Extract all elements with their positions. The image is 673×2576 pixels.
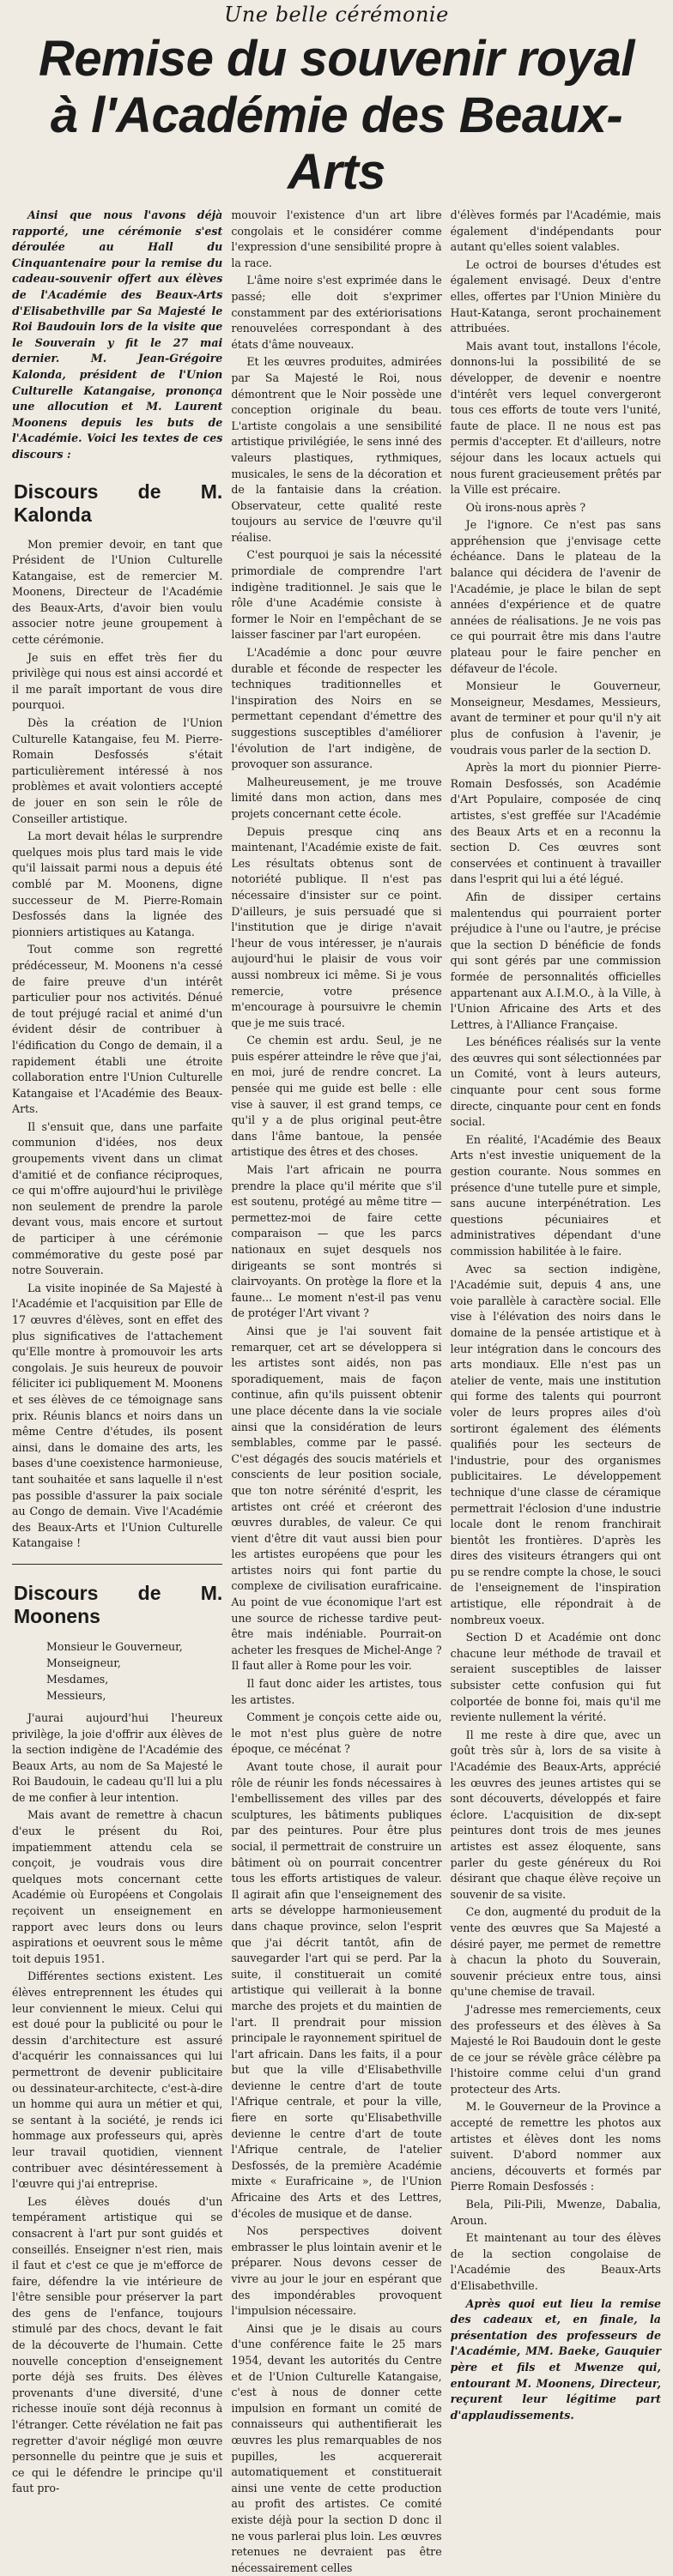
column-3 (451, 208, 661, 2576)
paragraph: Bela, Pili-Pili, Mwenze, Dabalia, Aroun. (450, 2198, 661, 2227)
paragraph: Dès la création de l'Union Culturelle Katangaise, feu M. Pierre-Romain Desfossés s'était particulièrement intéressé à nos problèmes et avait volontiers accepté de jouer en son sein le rôle de Conseiller artistique. (12, 716, 223, 825)
paragraph: Ce don, augmenté du produit de la vente des œuvres que Sa Majesté a désiré payer, me permet de remettre à chacun la photo du Souverain, souvenir précieux entre tous, ainsi qu'une chemise de travail. (450, 1905, 661, 1999)
paragraph: Le octroi de bourses d'études est également envisagé. Deux d'entre elles, offertes par l'Union Minière du Haut-Katanga, seront prochainement attribuées. (450, 257, 661, 335)
paragraph: J'aurai aujourd'hui l'heureux privilège, la joie d'offrir aux élèves de la section indigène de l'Académie des Beaux Arts, au nom de Sa Majesté le Roi Baudouin, le cadeau qu'Il lui a plu de me confier à leur intention. (12, 1710, 223, 1804)
paragraph: Il me reste à dire que, avec un goût très sûr à, lors de sa visite à l'Académie des Beaux-Arts, apprécié les œuvres des jeunes artistes qui se sont découverts, développés et faire éclore. L'acquisition de dix-sept peintures dont trois de mes jeunes artistes est assez éloquente, sans parler du geste généreux du Roi désirant que chaque élève reçoive un souvenir de sa visite. (450, 1728, 661, 1901)
section-divider (12, 1564, 222, 1565)
paragraph: L'âme noire s'est exprimée dans le passé; elle doit s'exprimer constamment par des extériorisations renouvelées correspondant à des états d'âme nouveaux. (231, 274, 442, 351)
salutation: Monseigneur, (46, 1656, 121, 1669)
paragraph: Mais l'art africain ne pourra prendre la place qu'il mérite que s'il est soutenu, protégé au même titre — permettez-moi de faire cette comparaison — que les parcs nationaux en sujet desquels nos dirigeants se sont montrés si clairvoyants. On protège la flore et la faune... Le moment n'est-il pas venu de protéger l'Art vivant ? (231, 1163, 442, 1320)
salutation: Monsieur le Gouverneur, (46, 1639, 183, 1653)
subheading-moonens: Discours de M. Moonens (14, 1581, 223, 1627)
paragraph: Nos perspectives doivent embrasser le plus lointain avenir et le préparer. Nous devons cesser de vivre au jour le jour en espérant que des impondérables provoquent l'impulsion nécessaire. (231, 2224, 442, 2318)
paragraph: Ainsi que je l'ai souvent fait remarquer, cet art se développera si les artistes sont aidés, non pas sporadiquement, mais de façon continue, afin qu'ils puissent obtenir une place décente dans la vie sociale ainsi que la considération de leurs semblables, comme par le passé. C'est dégagés des soucis matériels et conscients de leur position sociale, que ton notre sérénité d'esprit, les artistes ont créé et créeront des œuvres durables, de valeur. Ce qui vient d'être dit vaut aussi bien pour les artistes européens que pour les artistes noirs qui font partie du complexe de civilisation eurafricaine. Au point de vue économique l'art est une source de richesse tardive peut-être mais indéniable. Pourrait-on acheter les fresques de Michel-Ange ? Il faut aller à Rome pour les voir. (231, 1324, 442, 1673)
paragraph: C'est pourquoi je sais la nécessité primordiale de comprendre l'art indigène traditionnel. Je sais que le rôle d'une Académie consiste à former le Noir en l'empêchant de se laisser fasciner par l'art européen. (231, 548, 442, 642)
paragraph: Mais avant tout, installons l'école, donnons-lui la possibilité de se développer, de devenir e noentre d'intérêt vers lequel convergeront tous ces efforts de toute vers l'unité, faute de place. Il ne nous est pas permis d'accepter. Et d'ailleurs, notre séjour dans les locaux actuels qui nous furent gracieusement prêtés par la Ville est précaire. (450, 339, 661, 497)
headline-line-1: Remise du souvenir royal (39, 31, 634, 87)
kicker: Une belle cérémonie (224, 3, 449, 27)
paragraph: Monsieur le Gouverneur, Monseigneur, Mesdames, Messieurs, avant de terminer et pour qu'il n'y ait plus de confusion à l'avenir, je voudrais vous parler de la section D. (450, 679, 661, 757)
paragraph: Tout comme son regretté prédécesseur, M. Moonens n'a cessé de faire preuve d'un intérêt particulier pour nos activités. Dénué de tout préjugé racial et animé d'un évident désir de contribuer à l'édification du Congo de demain, il a rapidement établi une étroite collaboration entre l'Union Culturelle Katangaise et l'Académie des Beaux-Arts. (12, 943, 223, 1116)
paragraph: Depuis presque cinq ans maintenant, l'Académie existe de fait. Les résultats obtenus sont de notoriété publique. Il n'est pas nécessaire d'insister sur ce point. D'ailleurs, je suis persuadé que si l'institution que je dirige n'avait l'heur de vous intéresser, je n'aurais aujourd'hui le plaisir de vous voir aussi nombreux ici même. Si je vous remercie, votre présence m'encourage à poursuivre le chemin que je me suis tracé. (231, 824, 442, 1029)
salutation: Messieurs, (46, 1688, 106, 1702)
paragraph: Ainsi que je le disais au cours d'une conférence faite le 25 mars 1954, devant les autorités du Centre et de l'Union Culturelle Katangaise, c'est à nous de donner cette impulsion en formant un comité de connaisseurs qui authentifierait les œuvres les plus remarquables de nos pupilles, les acquererait automatiquement et constituerait ainsi une vente de cette production au profit des artistes. Ce comité existe déjà pour la section D donc il ne vous parlerai plus loin. Les œuvres retenues ne devraient pas être nécessairement celles (231, 2321, 442, 2574)
paragraph: J'adresse mes remerciements, ceux des professeurs et des élèves à Sa Majesté le Roi Baudouin dont le geste de ce jour se révèle grâce célèbre pa l'histoire comme celui d'un grand protecteur des Arts. (450, 2002, 661, 2096)
closing-paragraph: Après quoi eut lieu la remise des cadeaux et, en finale, la présentation des professeurs de l'Académie, MM. Baeke, Gauquier père et fils et Mwenze qui, entourant M. Moonens, Directeur, reçurent leur légitime part d'applaudissements. (450, 2296, 661, 2422)
intro-paragraph: Ainsi que nous l'avons déjà rapporté, une cérémonie s'est déroulée au Hall du Cinquantenaire pour la remise du cadeau-souvenir offert aux élèves de l'Académie des Beaux-Arts d'Elisabethville par Sa Majesté le Roi Baudouin lors de la visite que le Souverain y fit le 27 mai dernier. M. Jean-Grégoire Kalonda, président de l'Union Culturelle Katangaise, prononça une allocution et M. Laurent Moonens depuis les buts de l'Académie. Voici les textes de ces discours : (12, 208, 223, 461)
paragraph: Il s'ensuit que, dans une parfaite communion d'idées, nos deux groupements vivent dans un climat d'amitié et de confiance réciproques, ce qui m'offre aujourd'hui le privilège non seulement de prendre la parole devant vous, mais encore et surtout de participer à une cérémonie commémorative du geste posé par notre Souverain. (12, 1119, 223, 1277)
paragraph: En réalité, l'Académie des Beaux Arts n'est investie uniquement de la gestion courante. Nous sommes en présence d'une tutelle pure et simple, sans aucune interpénétration. Les questions pécuniaires et administratives dépendant d'une commission habilitée à le faire. (450, 1132, 661, 1258)
headline (12, 31, 661, 201)
column-2 (231, 208, 441, 2576)
headline-line-2: à l'Académie des Beaux-Arts (50, 87, 623, 200)
paragraph: Où irons-nous après ? (465, 500, 586, 514)
paragraph: Différentes sections existent. Les élèves entreprennent les études qui leur conviennent le mieux. Celui qui est doué pour la publicité ou pour le dessin d'architecture est assuré d'acquérir les connaissances qui lui permettront de devenir publicitaire ou dessinateur-architecte, c'est-à-dire un homme qui aura un métier et qui, se sentant à la société, je rends ici hommage aux professeurs qui, après leur travail quotidien, viennent contribuer avec désintéressement à l'œuvre qui j'ai entreprise. (12, 1970, 223, 2191)
paragraph: mouvoir l'existence d'un art libre congolais et le considérer comme l'expression d'une sensibilité propre à la race. (231, 208, 442, 269)
paragraph: Après la mort du pionnier Pierre-Romain Desfossés, son Académie d'Art Populaire, composée de cinq artistes, s'est greffée sur l'Académie des Beaux Arts et en a reconnu la section D. Ces œuvres sont conservées et continuent à travailler dans l'esprit qui lui a été légué. (450, 761, 661, 886)
paragraph: Il faut donc aider les artistes, tous les artistes. (231, 1677, 442, 1706)
paragraph: Et maintenant au tour des élèves de la section congolaise de l'Académie des Beaux-Arts d'Elisabethville. (450, 2231, 661, 2292)
article-columns (12, 208, 661, 2576)
paragraph: Les bénéfices réalisés sur la vente des œuvres qui sont sélectionnées par un Comité, vont à leurs auteurs, cinquante pour cent sous forme directe, cinquante pour cent en fonds social. (450, 1035, 661, 1129)
paragraph: Et les œuvres produites, admirées par Sa Majesté le Roi, nous démontrent que le Noir possède une conception originale du beau. L'artiste congolais a une sensibilité artistique privilégiée, le sens inné des valeurs plastiques, rythmiques, musicales, le sens de la décoration et de la fantaisie dans la création. Observateur, cette qualité reste toujours au service de l'œuvre qu'il réalise. (231, 355, 442, 544)
paragraph: L'Académie a donc pour œuvre durable et féconde de respecter les techniques traditionnelles et l'inspiration des Noirs en se permettant cependant d'émettre des suggestions susceptibles d'améliorer l'évolution de l'art indigène, de provoquer son assurance. (231, 646, 442, 771)
paragraph: M. le Gouverneur de la Province a accepté de remettre les photos aux artistes et élèves dont les noms suivent. D'abord nommer aux anciens, découverts et formés par Pierre Romain Desfossés : (450, 2100, 661, 2193)
paragraph: La mort devait hélas le surprendre quelques mois plus tard mais le vide qu'il laissait parmi nous a depuis été comblé par M. Moonens, digne successeur de M. Pierre-Romain Desfossés dans la lignée des pionniers artistiques au Katanga. (12, 830, 223, 938)
paragraph: La visite inopinée de Sa Majesté à l'Académie et l'acquisition par Elle de 17 œuvres d'élèves, sont en effet des plus significatives de l'attachement qu'Elle montre à promouvoir les arts congolais. Je suis heureux de pouvoir féliciter ici publiquement M. Moonens et ses élèves de ce témoignage sans prix. Réunis blancs et noirs dans un même Centre d'études, ils posent ainsi, dans le domaine des arts, les bases d'une coexistence harmonieuse, tant souhaitée et sans laquelle il n'est pas possible d'assurer la paix sociale au Congo de demain. Vive l'Académie des Beaux-Arts et l'Union Culturelle Katangaise ! (12, 1281, 223, 1550)
paragraph: Les élèves doués d'un tempérament artistique qui se consacrent à l'art pur sont guidés et conseillés. Enseigner n'est rien, mais il faut et c'est ce que je m'efforce de faire, défendre la vie intérieure de l'être sensible pour préserver la part des gens de l'enfance, toujours stimulé par des chocs, devant le fait de la découverte de l'humain. Cette nouvelle conception d'enseignement porte déjà ses fruits. Des élèves provenants d'une diversité, d'une richesse inouïe sont déjà reconnus à l'étranger. Cette révélation ne fait pas regretter d'avoir négligé mon œuvre personnelle du peintre que je suis et ce qui le défendre le principe qu'il faut pro- (12, 2194, 223, 2495)
paragraph: Comment je conçois cette aide ou, le mot n'est plus guère de notre époque, ce mécénat ? (231, 1710, 442, 1756)
paragraph: Je l'ignore. Ce n'est pas sans appréhension que j'envisage cette échéance. Dans le plateau de la balance qui décidera de l'avenir de l'Académie, je place le bilan de sept années d'expérience et de quatre années de réalisations. Je ne vois pas ce qui pourrait être mis dans l'autre plateau pour le faire pencher en défaveur de l'école. (450, 518, 661, 675)
paragraph: Malheureusement, je me trouve limité dans mon action, dans mes projets concernant cette école. (231, 775, 442, 820)
paragraph: Je suis en effet très fier du privilège qui nous est ainsi accordé et il me paraît important de vous dire pourquoi. (12, 650, 223, 712)
newspaper-page (0, 2, 673, 2574)
paragraph: Ce chemin est ardu. Seul, je ne puis espérer atteindre le rêve que j'ai, en moi, juré de rendre concret. La pensée qui me guide est belle : elle vise à sauver, il est grand temps, ce qu'il y a de plus original peut-être dans l'âme bantoue, la pensée artistique des êtres et des choses. (231, 1034, 442, 1159)
salutation: Mesdames, (46, 1672, 109, 1686)
subheading-kalonda: Discours de M. Kalonda (14, 480, 223, 526)
paragraph: Avant toute chose, il aurait pour rôle de réunir les fonds nécessaires à l'embellissement des villes par des sculptures, les bâtiments publiques par des peintures. Pour être plus social, il permettrait de construire un bâtiment où on pourrait concentrer tous les efforts artistiques de valeur. Il agirait afin que l'enseignement des arts se développe harmonieusement dans chaque province, selon l'esprit que j'ai décrit tantôt, afin de sauvegarder l'art qui se perd. Par la suite, il constituerait un comité artistique qui veillerait à la bonne marche des projets et du maintien de l'art. Il prendrait pour mission principale le rayonnement spirituel de l'art africain. Dans les faits, il a pour but que la ville d'Elisabethville devienne le centre d'art de toute l'Afrique centrale, et pour la ville, fiere en sorte qu'Elisabethville devienne le centre d'art de toute l'Afrique centrale, de l'atelier Desfossés, de la première Académie mixte « Eurafricaine », de l'Union Africaine des Arts et des Lettres, d'écoles de musique et de danse. (231, 1760, 442, 2220)
paragraph: Afin de dissiper certains malentendus qui pourraient porter préjudice à l'une ou l'autre, je précise que la section D bénéficie de fonds qui sont gérés par une commission formée de personnalités officielles appartenant aux A.I.M.O., à la Ville, à l'Union Africaine des Arts et des Lettres, à l'Alliance Française. (450, 890, 661, 1031)
paragraph: Mon premier devoir, en tant que Président de l'Union Culturelle Katangaise, est de remercier M. Moonens, Directeur de l'Académie des Beaux-Arts, d'avoir bien voulu associer notre jeune groupement à cette cérémonie. (12, 537, 223, 647)
paragraph: Section D et Académie ont donc chacune leur méthode de travail et seraient susceptibles de laisser subsister cette confusion qui fut colportée de bonne foi, mais qu'il me reviente nullement la vérité. (450, 1631, 661, 1724)
paragraph: d'élèves formés par l'Académie, mais également d'indépendants pour autant qu'elles soient valables. (450, 208, 661, 254)
paragraph: Mais avant de remettre à chacun d'eux le présent du Roi, impatiemment attendu cela se conçoit, je voudrais vous dire quelques mots concernant cette Académie où Européens et Congolais reçoivent un enseignement en rapport avec leurs dons ou leurs aspirations et oeuvrent sous le même toit depuis 1951. (12, 1808, 223, 1965)
paragraph: Avec sa section indigène, l'Académie suit, depuis 4 ans, une voie parallèle à caractère social. Elle vise à l'élévation des noirs dans le domaine de la pensée artistique et à leur intégration dans le concours des arts mondiaux. Elle n'est pas un atelier de vente, mais une institution qui forme des talents qui pourront voler de leurs propres ailes d'où sortiront également des éléments qualifiés pour les secteurs de l'industrie, pour des organismes publicitaires. Le développement technique d'une classe de céramique permettrait l'éclosion d'une industrie locale dont le renom franchirait bientôt les frontières. D'après les dires des visiteurs étrangers qui ont pu se rendre compte la chose, le souci de l'enseignement de l'inspiration artistique, elle répondrait à de nombreux voeux. (450, 1262, 661, 1626)
column-1 (12, 208, 222, 2576)
